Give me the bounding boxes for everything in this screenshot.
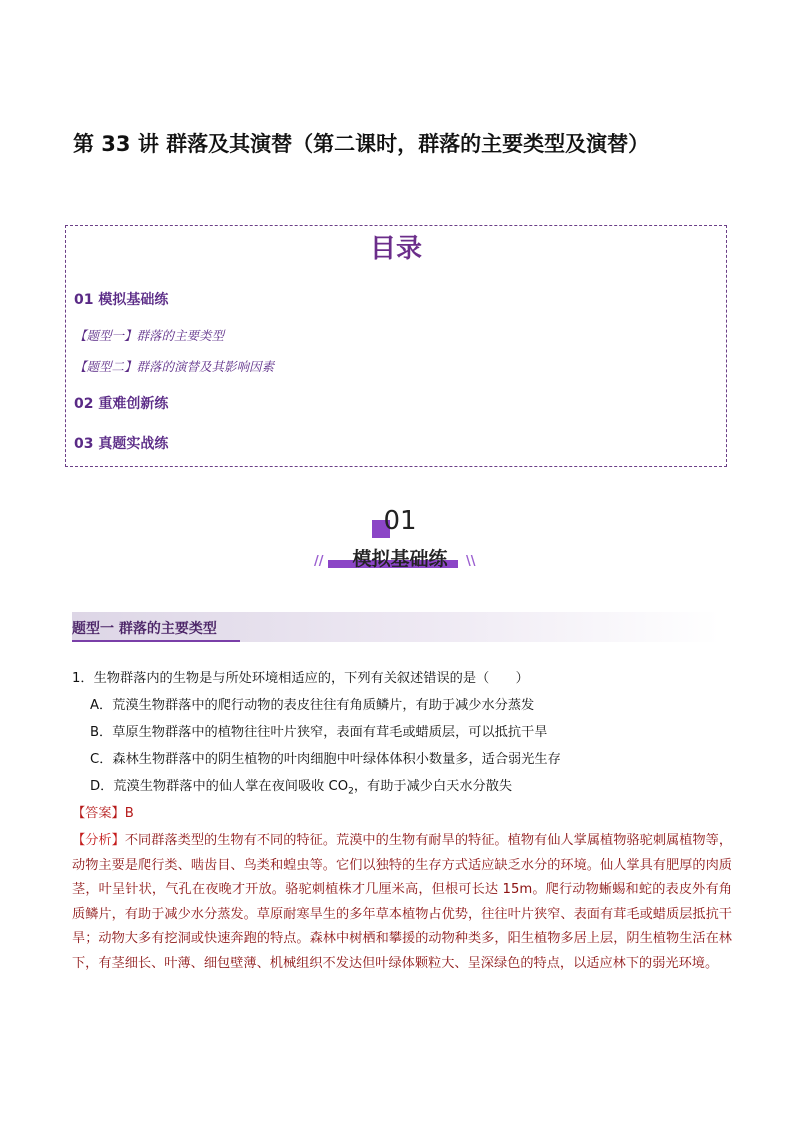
toc-item-03[interactable]: 03 真题实战练	[74, 436, 169, 452]
answer-tag: 【答案】	[72, 806, 125, 821]
answer-line	[72, 805, 134, 823]
right-decoration: \\	[466, 554, 476, 569]
topic-title: 题型一 群落的主要类型	[72, 621, 217, 637]
left-decoration: //	[314, 554, 324, 569]
table-of-contents	[65, 225, 727, 467]
section-name: 模拟基础练	[352, 548, 448, 570]
option-c: C．森林生物群落中的阴生植物的叶肉细胞中叶绿体体积小数量多，适合弱光生存	[90, 752, 561, 767]
page-title: 第 33 讲 群落及其演替（第二课时，群落的主要类型及演替）	[73, 132, 650, 156]
analysis-tag: 【分析】	[72, 833, 125, 848]
analysis-text: 不同群落类型的生物有不同的特征。荒漠中的生物有耐旱的特征。植物有仙人掌属植物骆驼刺属植物等，动物主要是爬行类、啮齿目、鸟类和蝗虫等。它们以独特的生存方式适应缺乏水分的环境。仙人掌具有肥厚的肉质茎，叶呈针状，气孔在夜晚才开放。骆驼刺植株才几厘米高，但根可长达 15m。爬行动物蜥蜴和蛇的表皮外有角质鳞片，有助于减少水分蒸发。草原耐寒旱生的多年草本植物占优势，往往叶片狭窄、表面有茸毛或蜡质层抵抗干旱；动物大多有挖洞或快速奔跑的特点。森林中树栖和攀援的动物种类多，阳生植物多居上层，阴生植物生活在林下，有茎细长、叶薄、细包壁薄、机械组织不发达但叶绿体颗粒大、呈深绿色的特点，以适应林下的弱光环境。	[72, 833, 733, 971]
section-number: 01	[383, 506, 417, 536]
answer-value: B	[124, 806, 134, 821]
option-d-tail: ，有助于减少白天水分散失	[353, 779, 513, 794]
option-d-text: D．荒漠生物群落中的仙人掌在夜间吸收 CO	[90, 779, 349, 794]
option-b: B．草原生物群落中的植物往往叶片狭窄，表面有茸毛或蜡质层，可以抵抗干旱	[90, 725, 548, 740]
toc-item-type1[interactable]: 【题型一】群落的主要类型	[74, 328, 225, 343]
toc-item-02[interactable]: 02 重难创新练	[74, 396, 169, 412]
option-d	[90, 778, 512, 801]
question-stem: 1．生物群落内的生物是与所处环境相适应的，下列有关叙述错误的是（ ）	[72, 671, 529, 686]
section-banner	[300, 506, 500, 576]
analysis-paragraph	[72, 829, 732, 977]
toc-item-01[interactable]: 01 模拟基础练	[74, 292, 169, 308]
topic-header	[72, 612, 720, 642]
option-a: A．荒漠生物群落中的爬行动物的表皮往往有角质鳞片，有助于减少水分蒸发	[90, 698, 535, 713]
toc-heading: 目录	[369, 234, 422, 264]
toc-item-type2[interactable]: 【题型二】群落的演替及其影响因素	[74, 359, 275, 374]
option-d-subscript: 2	[348, 786, 354, 797]
topic-underline	[72, 640, 240, 642]
